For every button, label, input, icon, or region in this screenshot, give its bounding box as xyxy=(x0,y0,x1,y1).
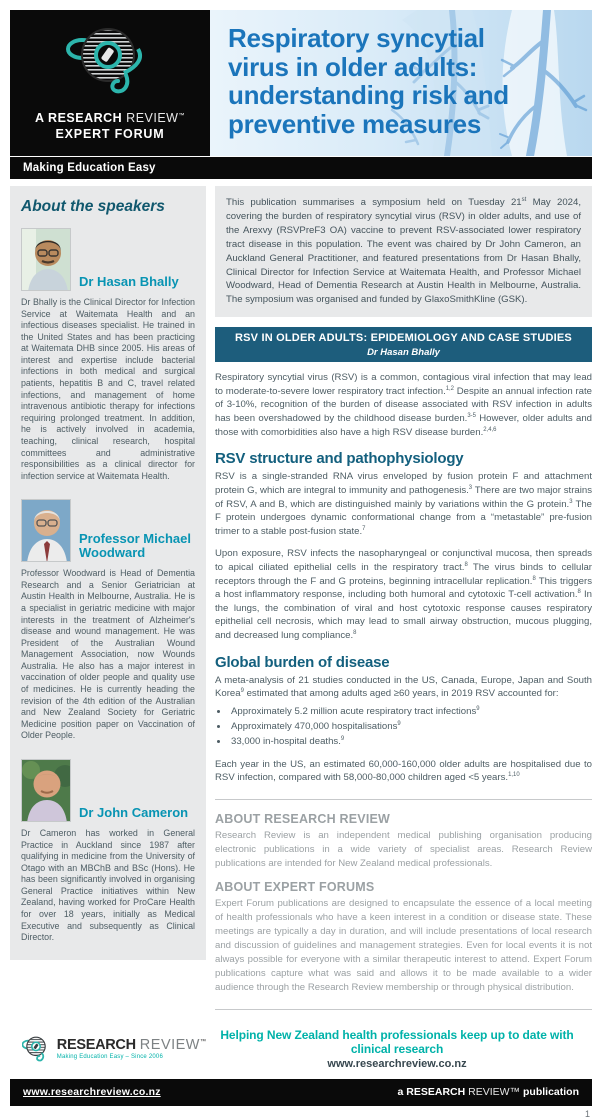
paragraph-about-expert-forums: Expert Forum publications are designed to encapsulate the essence of a local meeting of health professionals who have a keen interest in a condition or disease state. These meetings are typically a day in duration, and will include presentations of local research and discussion of guidelines and management strategies. Even for local events it is not always possible for everyone with a similar therapeutic interest to attend. Expert Forum publications capture what was said and allows it to be made available to a wider audience through the Research Review membership or through physical distribution. xyxy=(215,898,592,993)
divider xyxy=(215,1009,592,1010)
content-row xyxy=(10,186,592,1022)
speaker-head xyxy=(21,228,195,291)
bullet-item: • Approximately 470,000 hospitalisations$^9$ xyxy=(229,720,592,734)
header xyxy=(10,10,592,156)
paragraph-rsv-overview: Respiratory syncytial virus (RSV) is a common, contagious viral infection that may lead to moderate-to-severe lower respiratory tract infection.$^{1,2}$ Despite an annual infection rate of 3-10%, recognition of the burden of disease associated with RSV infection in adults has been overshadowed by the childhood disease burden.$^{3-5}$ However, older adults and those with comorbidities also have a high RSV disease burden.$^{2,4,6}$ xyxy=(215,372,592,438)
brand-logo-text xyxy=(35,111,185,142)
speaker-card-michael-woodward xyxy=(21,499,195,742)
header-title-area xyxy=(210,10,592,156)
intro-summary-box: This publication summarises a symposium held on Tuesday 21st May 2024, covering the burden of respiratory syncytial virus (RSV) in older adults, and use of the Arexvy (RSVPreF3 OA) vaccine to prevent RSV-associated lower respiratory tract disease in this population. The event was chaired by Dr John Cameron, an Auckland General Practitioner, and featured presentations from Dr Hasan Bhally, Clinical Director for Infection Service at Waitemata Health, and Professor Michael Woodward, Head of Dementia Research at Austin Health in Melbourne, Australia. The symposium was organised and funded by GlaxoSmithKline (GSK). xyxy=(215,186,592,317)
speakers-sidebar xyxy=(10,186,206,960)
footer-brand-bold: RESEARCH xyxy=(56,1036,136,1053)
section-banner-title: RSV IN OLDER ADULTS: EPIDEMIOLOGY AND CASE STUDIES xyxy=(235,332,572,345)
publication-credit-bold: a RESEARCH xyxy=(397,1086,466,1099)
paragraph-structure-2: Upon exposure, RSV infects the nasopharyngeal or conjunctival mucosa, then spreads to apical ciliated epithelial cells in the respiratory tract.$^8$ The virus binds to cellular receptors through the F and G proteins, beginning intracellular replication.$^8$ This triggers a host inflammatory response, including both humoral and cytotoxic T-cell activation.$^8$ In the lungs, the combination of viral and host cytotoxic response causes respiratory epithelial cell necrosis, which may lead to small airway obstruction, mucous plugging, and decreased lung compliance.$^8$ xyxy=(215,548,592,641)
heading-about-research-review: ABOUT RESEARCH REVIEW xyxy=(215,811,391,826)
footer-brand-light: REVIEW xyxy=(139,1036,200,1053)
heading-rsv-structure: RSV structure and pathophysiology xyxy=(215,450,464,468)
trademark-symbol: ™ xyxy=(200,1038,206,1045)
publication-credit xyxy=(398,1086,579,1098)
tagline-text: Making Education Easy xyxy=(23,162,156,174)
speaker-photo xyxy=(21,228,71,291)
speaker-head xyxy=(21,499,195,562)
bullet-item: • 33,000 in-hospital deaths.$^9$ xyxy=(229,735,592,749)
burden-bullet-list xyxy=(229,705,592,749)
speaker-bio: Dr Cameron has worked in General Practice in Auckland since 1987 after qualifying in medicine from the University of Otago with an MBChB and BSc (Hons). He has been significantly involved in organising General Practice initiatives within New Zealand, having worked for ProCare Health for over 18 years, initially as Medical Executive and subsequently as Clinical Director. xyxy=(21,827,195,943)
brand-name-light: REVIEW xyxy=(126,111,179,126)
section-banner-speaker: Dr Hasan Bhally xyxy=(367,347,440,359)
footer-brand-text xyxy=(57,1038,206,1061)
footer-helping-block xyxy=(206,1028,592,1070)
tagline-bar xyxy=(10,157,592,179)
footer-row xyxy=(10,1028,592,1070)
speaker-photo xyxy=(21,759,71,822)
speaker-name: Professor Michael Woodward xyxy=(79,530,191,560)
sidebar-title: About the speakers xyxy=(21,198,165,215)
paragraph-burden-us: Each year in the US, an estimated 60,000-160,000 older adults are hospitalised due to RSV infection, compared with 58,000-80,000 children aged <5 years.$^{1,10}$ xyxy=(215,758,592,784)
speaker-card-hasan-bhally xyxy=(21,228,195,482)
research-review-globe-logo xyxy=(64,23,156,101)
bullet-item: • Approximately 5.2 million acute respiratory tract infections$^9$ xyxy=(229,705,592,719)
brand-name xyxy=(35,111,185,127)
bottom-bar xyxy=(10,1079,592,1106)
brand-logo-box xyxy=(10,10,210,156)
helping-url[interactable]: www.researchreview.co.nz xyxy=(327,1057,467,1070)
publication-credit-light: REVIEW™ xyxy=(468,1086,521,1099)
speaker-bio: Dr Bhally is the Clinical Director for Infection Service at Waitemata Health and an infectious diseases specialist. He trained in the United States and has been practicing at Waitemata DHB since 2005. His areas of interest and expertise include bacterial infections in both medical and surgical patients, hepatitis B and C, travel related infections, and management of home intravenous antibiotic therapy for infections requiring prolonged treatment. In addition, he is actively involved in academia, teaching, clinical research, hospital committees and administrative responsibilities as a clinical director for infection service at Waitemata Health. xyxy=(21,297,195,481)
speaker-head xyxy=(21,759,195,822)
paragraph-burden-intro: A meta-analysis of 21 studies conducted in the US, Canada, Europe, Japan and South Korea$^9$ estimated that among adults aged ≥60 years, in 2019 RSV accounted for: xyxy=(215,674,592,700)
speaker-name: Dr Hasan Bhally xyxy=(79,273,179,289)
footer-brand-name xyxy=(57,1038,206,1053)
section-banner xyxy=(215,327,592,362)
paragraph-structure-1: RSV is a single-stranded RNA virus enveloped by fusion protein F and attachment protein G, which are integral to immunity and pathogenesis.$^3$ There are two major strains of RSV, A and B, which are distinguished mainly by variations within the G protein.$^3$ The F protein undergoes dynamic conformational change from a “metastable” pre-fusion trimer to a stable post-fusion state.$^7$ xyxy=(215,471,592,537)
main-column xyxy=(215,186,592,1022)
page-title: Respiratory syncytial virus in older adults: understanding risk and preventive measures xyxy=(228,23,509,139)
speaker-photo xyxy=(21,499,71,562)
trademark-symbol: ™ xyxy=(178,113,185,120)
speaker-card-john-cameron xyxy=(21,759,195,944)
speaker-bio: Professor Woodward is Head of Dementia Research and a Senior Geriatrician at Austin Health in Melbourne, Australia. He is a specialist in geriatric medicine with major interests in the treatment of Alzheimer's disease and wound management. He was President of the Australian Wound Management Association, now Wounds Australia. He also has a major interest in vaccination of older people and quality use of medicines. He is currently heading the revision of the 4th edition of the Australian and New Zealand Society for Geriatric Medicine position paper on Vaccination of Older People. xyxy=(21,568,195,741)
divider xyxy=(215,799,592,800)
paragraph-about-research-review: Research Review is an independent medical publishing organisation producing electronic publications in a wide variety of specialist areas. Research Review publications are intended for New Zealand medical professionals. xyxy=(215,829,592,869)
website-link[interactable]: www.researchreview.co.nz xyxy=(23,1086,161,1099)
brand-name-bold: A RESEARCH xyxy=(35,111,123,126)
heading-global-burden: Global burden of disease xyxy=(215,653,390,671)
publication-credit-bold2: publication xyxy=(523,1086,579,1099)
footer-brand-tagline: Making Education Easy – Since 2006 xyxy=(56,1054,163,1061)
page-number: 1 xyxy=(584,1108,590,1119)
speaker-name: Dr John Cameron xyxy=(79,804,189,820)
brand-subtitle: EXPERT FORUM xyxy=(55,127,165,141)
footer-logo xyxy=(10,1033,206,1065)
helping-tagline: Helping New Zealand health professionals keep up to date with clinical research xyxy=(220,1027,574,1056)
research-review-globe-logo-small xyxy=(22,1033,52,1065)
heading-about-expert-forums: ABOUT EXPERT FORUMS xyxy=(215,880,375,895)
